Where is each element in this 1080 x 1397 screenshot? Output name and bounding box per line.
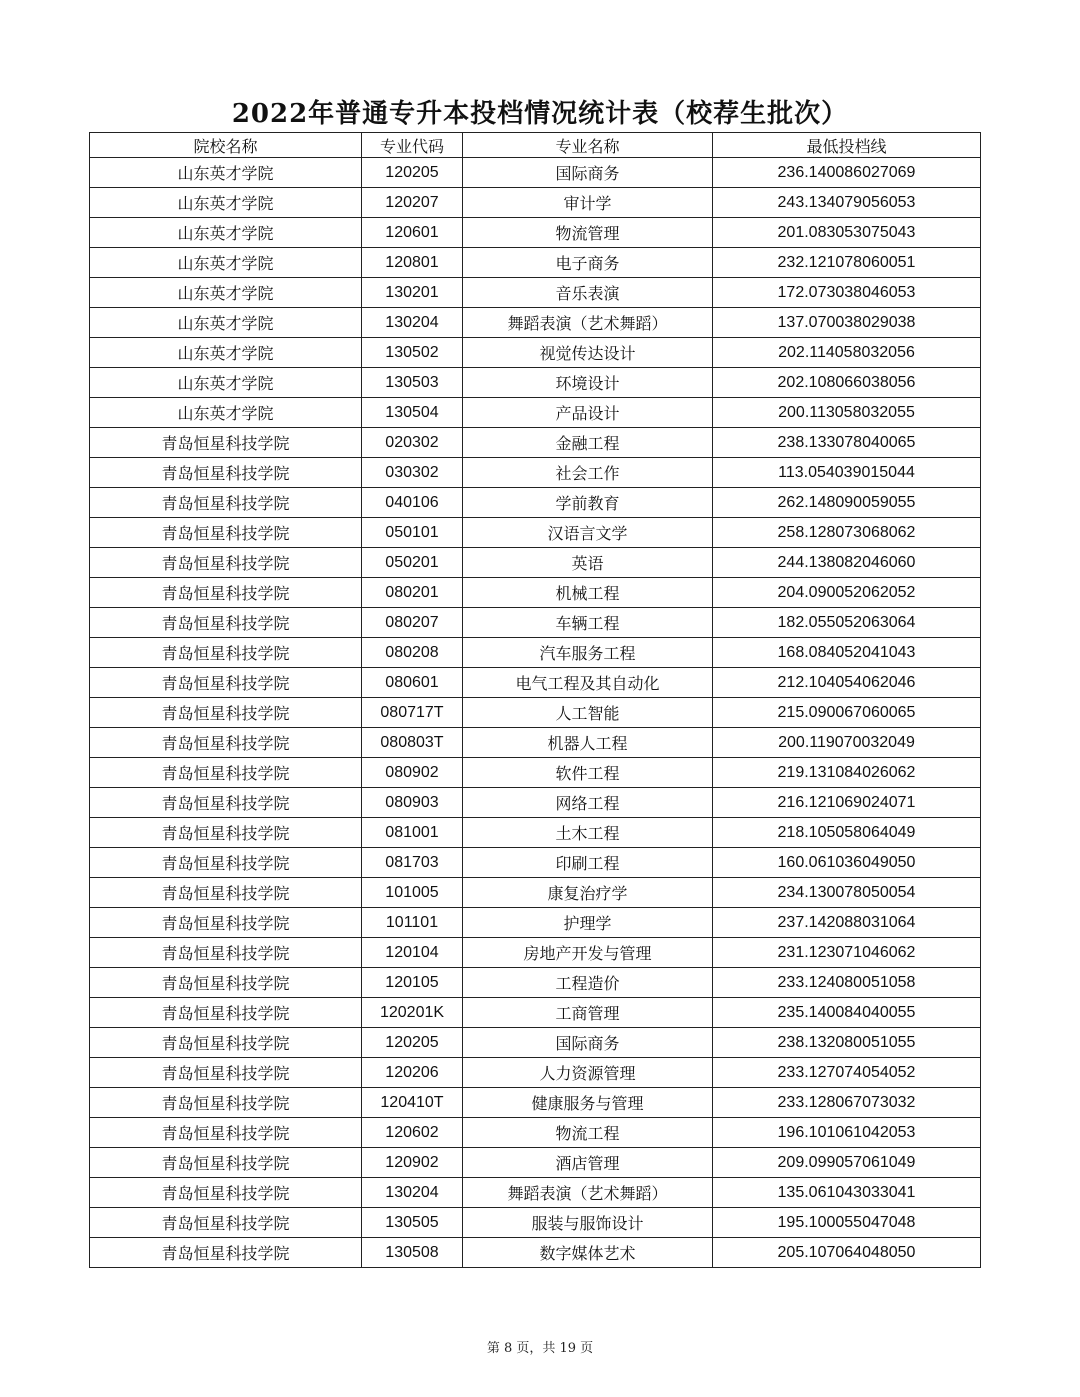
- school-name-cell: 青岛恒星科技学院: [90, 428, 362, 458]
- min-score-cell: 244.138082046060: [713, 548, 981, 578]
- major-code-cell: 080902: [362, 758, 463, 788]
- table-body: [90, 158, 981, 1268]
- min-score-cell: 231.123071046062: [713, 938, 981, 968]
- major-code-cell: 080208: [362, 638, 463, 668]
- min-score-cell: 209.099057061049: [713, 1148, 981, 1178]
- school-name-cell: 青岛恒星科技学院: [90, 1028, 362, 1058]
- major-code-cell: 130204: [362, 308, 463, 338]
- school-name-cell: 青岛恒星科技学院: [90, 1058, 362, 1088]
- major-code-cell: 130504: [362, 398, 463, 428]
- major-code-cell: 050101: [362, 518, 463, 548]
- major-name-cell: 汽车服务工程: [463, 638, 713, 668]
- table-row: [90, 938, 981, 968]
- min-score-cell: 235.140084040055: [713, 998, 981, 1028]
- school-name-cell: 山东英才学院: [90, 368, 362, 398]
- min-score-cell: 196.101061042053: [713, 1118, 981, 1148]
- school-name-cell: 青岛恒星科技学院: [90, 848, 362, 878]
- major-name-cell: 机器人工程: [463, 728, 713, 758]
- table-row: [90, 398, 981, 428]
- major-code-cell: 120801: [362, 248, 463, 278]
- school-name-cell: 青岛恒星科技学院: [90, 1118, 362, 1148]
- min-score-cell: 232.121078060051: [713, 248, 981, 278]
- school-name-cell: 青岛恒星科技学院: [90, 968, 362, 998]
- admission-table: [89, 132, 981, 1268]
- table-row: [90, 518, 981, 548]
- min-score-cell: 200.113058032055: [713, 398, 981, 428]
- table-row: [90, 308, 981, 338]
- min-score-cell: 200.119070032049: [713, 728, 981, 758]
- major-code-cell: 120602: [362, 1118, 463, 1148]
- min-score-cell: 137.070038029038: [713, 308, 981, 338]
- major-name-cell: 电气工程及其自动化: [463, 668, 713, 698]
- major-name-cell: 数字媒体艺术: [463, 1238, 713, 1268]
- table-row: [90, 758, 981, 788]
- min-score-cell: 233.127074054052: [713, 1058, 981, 1088]
- school-name-cell: 青岛恒星科技学院: [90, 878, 362, 908]
- header-min-score: 最低投档线: [713, 133, 981, 158]
- school-name-cell: 青岛恒星科技学院: [90, 1208, 362, 1238]
- school-name-cell: 青岛恒星科技学院: [90, 638, 362, 668]
- major-name-cell: 金融工程: [463, 428, 713, 458]
- table-row: [90, 458, 981, 488]
- major-code-cell: 130502: [362, 338, 463, 368]
- header-major-name: 专业名称: [463, 133, 713, 158]
- major-code-cell: 120410T: [362, 1088, 463, 1118]
- min-score-cell: 218.105058064049: [713, 818, 981, 848]
- major-code-cell: 120105: [362, 968, 463, 998]
- school-name-cell: 青岛恒星科技学院: [90, 908, 362, 938]
- major-code-cell: 120207: [362, 188, 463, 218]
- table-row: [90, 248, 981, 278]
- major-name-cell: 房地产开发与管理: [463, 938, 713, 968]
- major-name-cell: 酒店管理: [463, 1148, 713, 1178]
- major-name-cell: 物流工程: [463, 1118, 713, 1148]
- table-row: [90, 908, 981, 938]
- table-row: [90, 548, 981, 578]
- major-code-cell: 130505: [362, 1208, 463, 1238]
- min-score-cell: 204.090052062052: [713, 578, 981, 608]
- table-row: [90, 1088, 981, 1118]
- min-score-cell: 195.100055047048: [713, 1208, 981, 1238]
- min-score-cell: 233.124080051058: [713, 968, 981, 998]
- min-score-cell: 202.114058032056: [713, 338, 981, 368]
- major-code-cell: 101101: [362, 908, 463, 938]
- table-row: [90, 158, 981, 188]
- school-name-cell: 青岛恒星科技学院: [90, 488, 362, 518]
- major-code-cell: 120205: [362, 158, 463, 188]
- major-name-cell: 网络工程: [463, 788, 713, 818]
- major-code-cell: 081001: [362, 818, 463, 848]
- major-name-cell: 汉语言文学: [463, 518, 713, 548]
- table-row: [90, 998, 981, 1028]
- min-score-cell: 160.061036049050: [713, 848, 981, 878]
- table-row: [90, 1118, 981, 1148]
- min-score-cell: 182.055052063064: [713, 608, 981, 638]
- header-major-code: 专业代码: [362, 133, 463, 158]
- table-row: [90, 968, 981, 998]
- major-name-cell: 健康服务与管理: [463, 1088, 713, 1118]
- table-row: [90, 428, 981, 458]
- major-name-cell: 学前教育: [463, 488, 713, 518]
- min-score-cell: 237.142088031064: [713, 908, 981, 938]
- major-code-cell: 130204: [362, 1178, 463, 1208]
- table-row: [90, 278, 981, 308]
- school-name-cell: 青岛恒星科技学院: [90, 1178, 362, 1208]
- major-name-cell: 审计学: [463, 188, 713, 218]
- school-name-cell: 山东英才学院: [90, 278, 362, 308]
- major-name-cell: 国际商务: [463, 158, 713, 188]
- table-row: [90, 668, 981, 698]
- min-score-cell: 205.107064048050: [713, 1238, 981, 1268]
- table-row: [90, 818, 981, 848]
- school-name-cell: 青岛恒星科技学院: [90, 668, 362, 698]
- school-name-cell: 青岛恒星科技学院: [90, 698, 362, 728]
- major-code-cell: 120205: [362, 1028, 463, 1058]
- major-name-cell: 社会工作: [463, 458, 713, 488]
- major-code-cell: 120206: [362, 1058, 463, 1088]
- major-code-cell: 080601: [362, 668, 463, 698]
- major-name-cell: 护理学: [463, 908, 713, 938]
- major-code-cell: 050201: [362, 548, 463, 578]
- min-score-cell: 219.131084026062: [713, 758, 981, 788]
- major-code-cell: 080207: [362, 608, 463, 638]
- school-name-cell: 山东英才学院: [90, 398, 362, 428]
- major-name-cell: 服装与服饰设计: [463, 1208, 713, 1238]
- major-code-cell: 101005: [362, 878, 463, 908]
- min-score-cell: 236.140086027069: [713, 158, 981, 188]
- min-score-cell: 234.130078050054: [713, 878, 981, 908]
- major-code-cell: 130503: [362, 368, 463, 398]
- school-name-cell: 山东英才学院: [90, 188, 362, 218]
- table-row: [90, 1208, 981, 1238]
- school-name-cell: 青岛恒星科技学院: [90, 788, 362, 818]
- major-code-cell: 120104: [362, 938, 463, 968]
- school-name-cell: 青岛恒星科技学院: [90, 458, 362, 488]
- table-row: [90, 608, 981, 638]
- table-row: [90, 1238, 981, 1268]
- school-name-cell: 青岛恒星科技学院: [90, 608, 362, 638]
- major-name-cell: 印刷工程: [463, 848, 713, 878]
- major-code-cell: 080201: [362, 578, 463, 608]
- major-code-cell: 030302: [362, 458, 463, 488]
- table-row: [90, 698, 981, 728]
- min-score-cell: 233.128067073032: [713, 1088, 981, 1118]
- school-name-cell: 青岛恒星科技学院: [90, 998, 362, 1028]
- min-score-cell: 243.134079056053: [713, 188, 981, 218]
- major-name-cell: 机械工程: [463, 578, 713, 608]
- table-row: [90, 1058, 981, 1088]
- table-header-row: [90, 133, 981, 158]
- table-row: [90, 488, 981, 518]
- min-score-cell: 172.073038046053: [713, 278, 981, 308]
- min-score-cell: 113.054039015044: [713, 458, 981, 488]
- table-row: [90, 638, 981, 668]
- min-score-cell: 168.084052041043: [713, 638, 981, 668]
- major-name-cell: 电子商务: [463, 248, 713, 278]
- major-code-cell: 080803T: [362, 728, 463, 758]
- school-name-cell: 青岛恒星科技学院: [90, 758, 362, 788]
- major-code-cell: 080717T: [362, 698, 463, 728]
- min-score-cell: 212.104054062046: [713, 668, 981, 698]
- school-name-cell: 青岛恒星科技学院: [90, 518, 362, 548]
- major-name-cell: 舞蹈表演（艺术舞蹈）: [463, 308, 713, 338]
- school-name-cell: 山东英才学院: [90, 158, 362, 188]
- header-school-name: 院校名称: [90, 133, 362, 158]
- school-name-cell: 青岛恒星科技学院: [90, 818, 362, 848]
- major-name-cell: 产品设计: [463, 398, 713, 428]
- major-name-cell: 英语: [463, 548, 713, 578]
- school-name-cell: 山东英才学院: [90, 248, 362, 278]
- table-row: [90, 1148, 981, 1178]
- min-score-cell: 238.133078040065: [713, 428, 981, 458]
- major-name-cell: 舞蹈表演（艺术舞蹈）: [463, 1178, 713, 1208]
- major-code-cell: 040106: [362, 488, 463, 518]
- major-name-cell: 人工智能: [463, 698, 713, 728]
- school-name-cell: 青岛恒星科技学院: [90, 1238, 362, 1268]
- major-code-cell: 130508: [362, 1238, 463, 1268]
- table-row: [90, 578, 981, 608]
- major-name-cell: 环境设计: [463, 368, 713, 398]
- school-name-cell: 青岛恒星科技学院: [90, 1088, 362, 1118]
- table-row: [90, 848, 981, 878]
- table-row: [90, 728, 981, 758]
- school-name-cell: 山东英才学院: [90, 338, 362, 368]
- major-name-cell: 人力资源管理: [463, 1058, 713, 1088]
- table-row: [90, 218, 981, 248]
- major-code-cell: 120601: [362, 218, 463, 248]
- page-title: 2022年普通专升本投档情况统计表（校荐生批次）: [231, 99, 849, 129]
- school-name-cell: 青岛恒星科技学院: [90, 728, 362, 758]
- major-name-cell: 软件工程: [463, 758, 713, 788]
- table-row: [90, 788, 981, 818]
- school-name-cell: 青岛恒星科技学院: [90, 548, 362, 578]
- school-name-cell: 青岛恒星科技学院: [90, 1148, 362, 1178]
- major-name-cell: 视觉传达设计: [463, 338, 713, 368]
- school-name-cell: 山东英才学院: [90, 218, 362, 248]
- table-row: [90, 1028, 981, 1058]
- min-score-cell: 262.148090059055: [713, 488, 981, 518]
- min-score-cell: 201.083053075043: [713, 218, 981, 248]
- major-name-cell: 音乐表演: [463, 278, 713, 308]
- min-score-cell: 216.121069024071: [713, 788, 981, 818]
- major-name-cell: 工商管理: [463, 998, 713, 1028]
- major-name-cell: 物流管理: [463, 218, 713, 248]
- major-name-cell: 国际商务: [463, 1028, 713, 1058]
- major-name-cell: 土木工程: [463, 818, 713, 848]
- major-name-cell: 康复治疗学: [463, 878, 713, 908]
- major-code-cell: 080903: [362, 788, 463, 818]
- page-number: 第 8 页，共 19 页: [486, 1341, 594, 1356]
- major-code-cell: 020302: [362, 428, 463, 458]
- table-row: [90, 1178, 981, 1208]
- table-row: [90, 338, 981, 368]
- major-code-cell: 120902: [362, 1148, 463, 1178]
- min-score-cell: 135.061043033041: [713, 1178, 981, 1208]
- min-score-cell: 258.128073068062: [713, 518, 981, 548]
- school-name-cell: 青岛恒星科技学院: [90, 578, 362, 608]
- major-code-cell: 081703: [362, 848, 463, 878]
- min-score-cell: 215.090067060065: [713, 698, 981, 728]
- major-code-cell: 120201K: [362, 998, 463, 1028]
- table-row: [90, 188, 981, 218]
- major-code-cell: 130201: [362, 278, 463, 308]
- major-name-cell: 工程造价: [463, 968, 713, 998]
- school-name-cell: 山东英才学院: [90, 308, 362, 338]
- table-row: [90, 368, 981, 398]
- school-name-cell: 青岛恒星科技学院: [90, 938, 362, 968]
- min-score-cell: 202.108066038056: [713, 368, 981, 398]
- min-score-cell: 238.132080051055: [713, 1028, 981, 1058]
- major-name-cell: 车辆工程: [463, 608, 713, 638]
- table-row: [90, 878, 981, 908]
